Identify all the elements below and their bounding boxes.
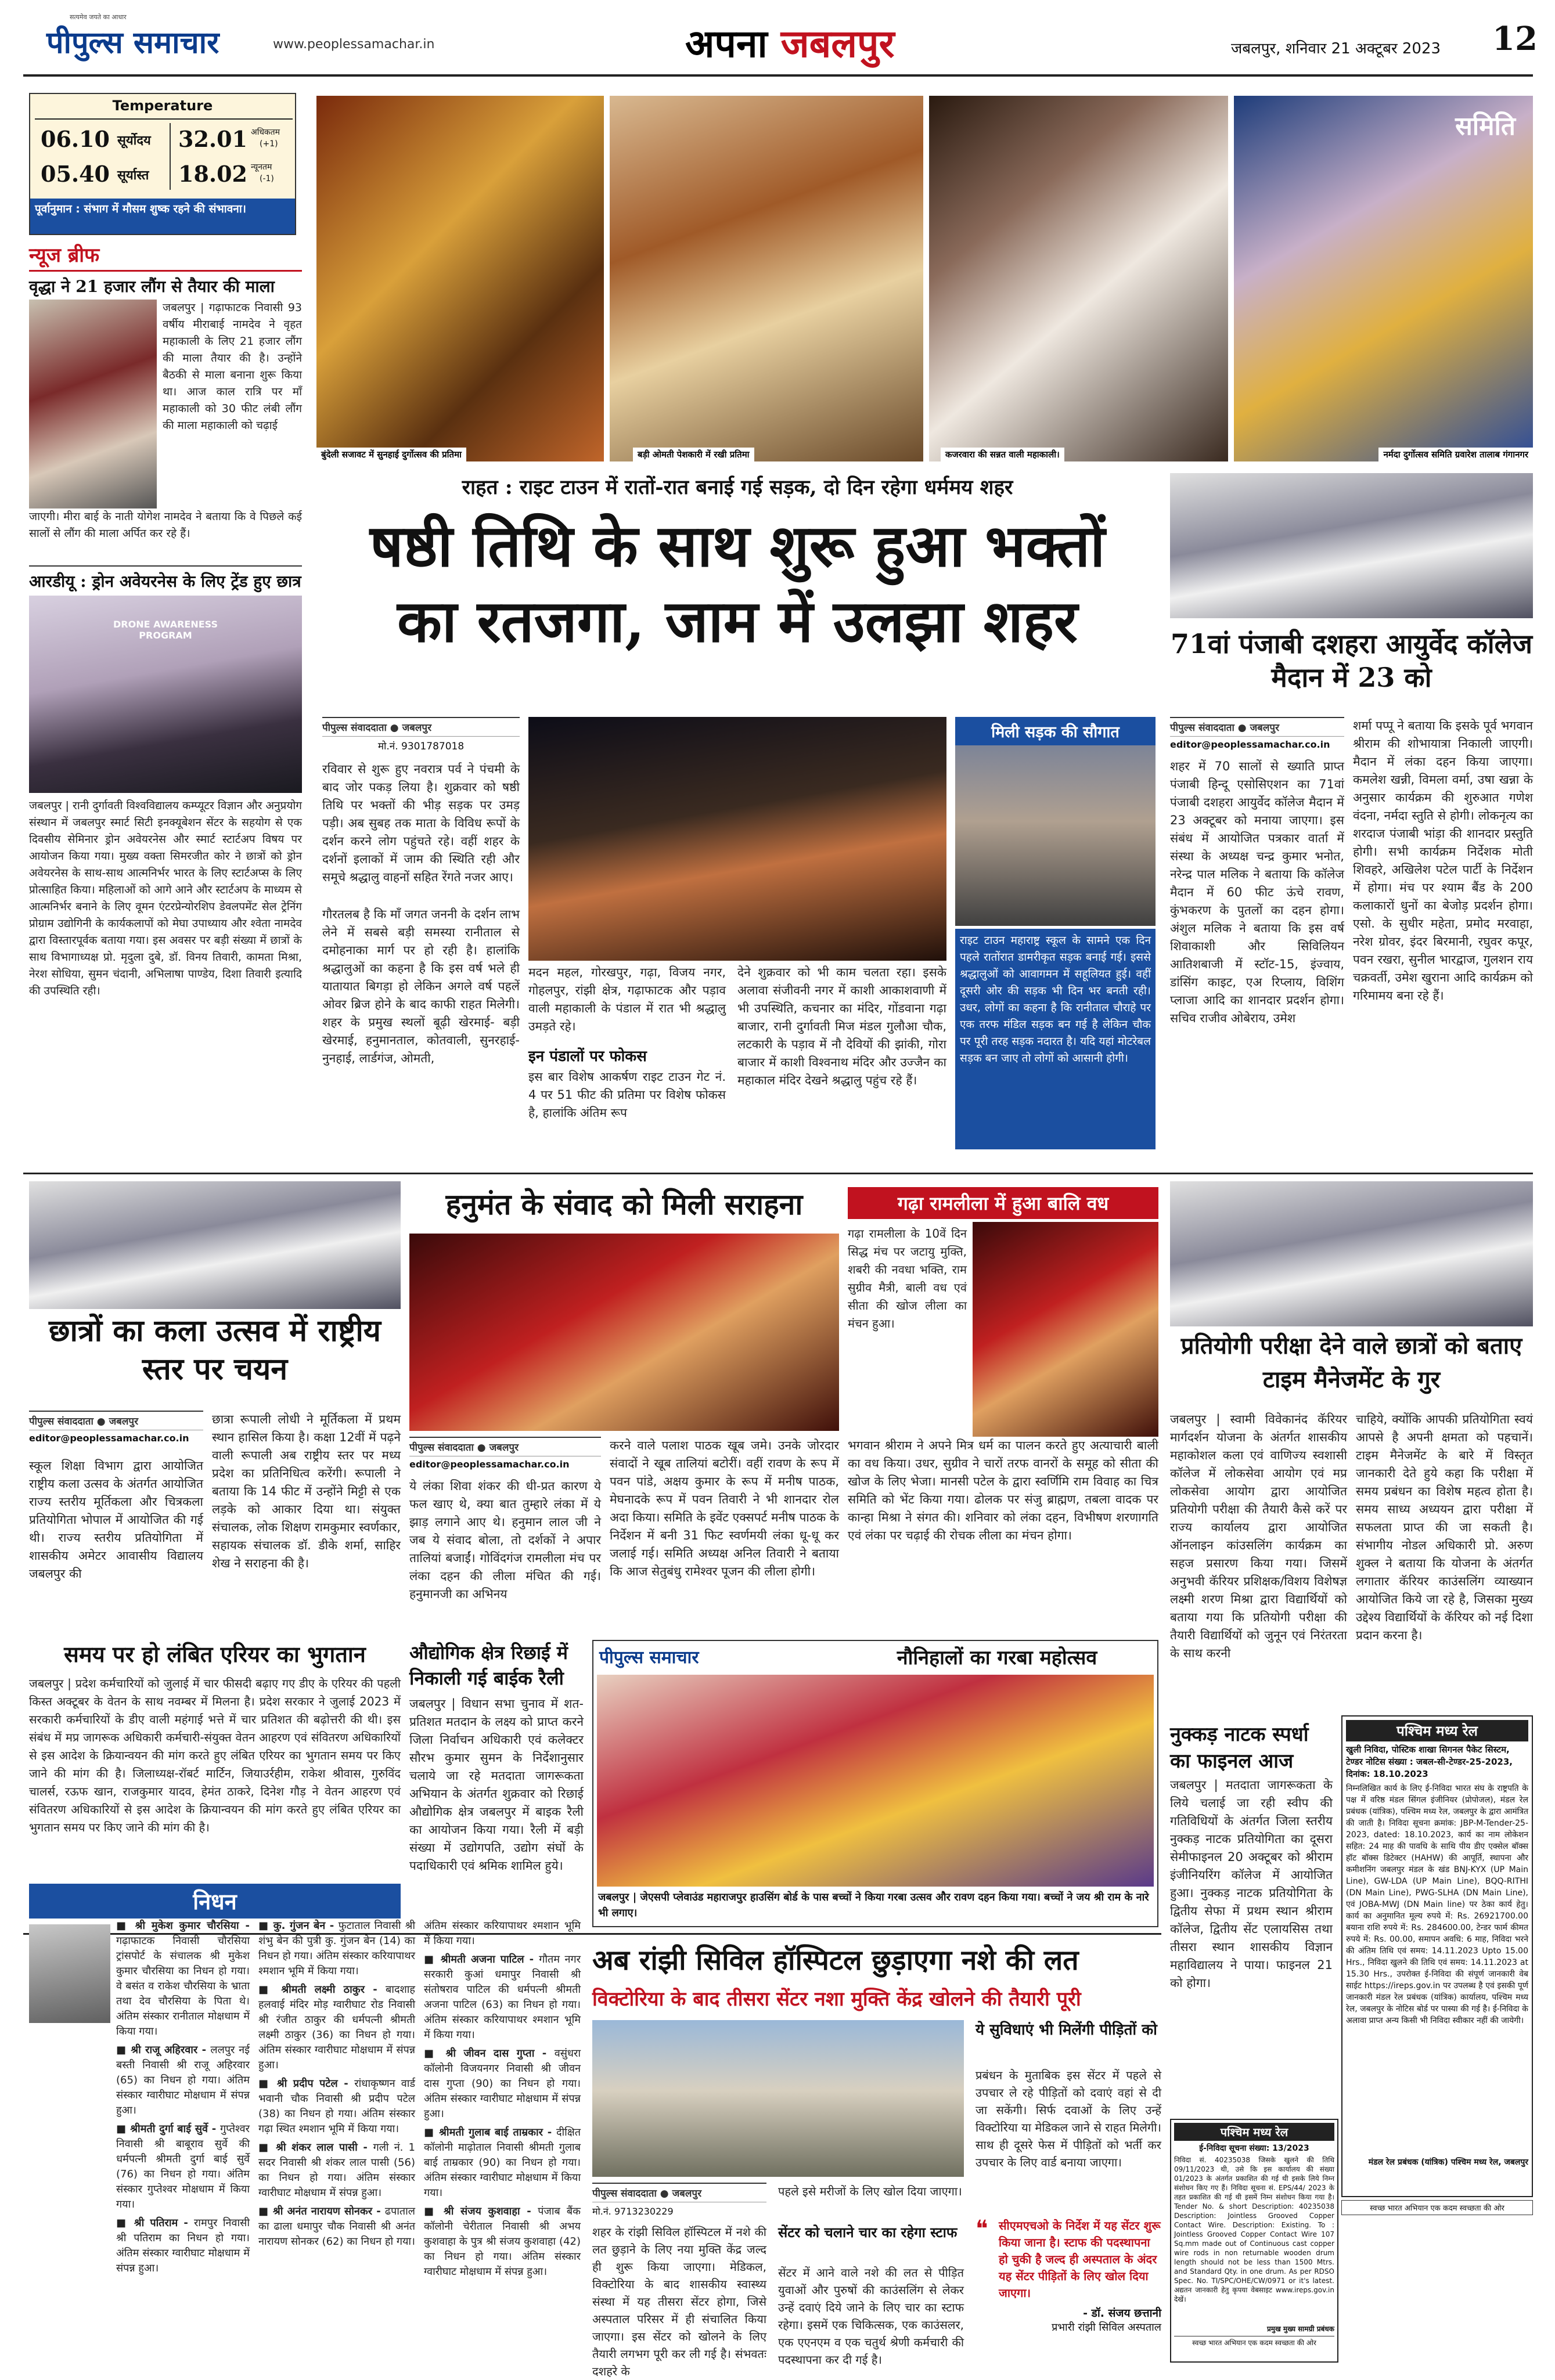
hanuman-byline: पीपुल्स संवाददाता ● जबलपुर bbox=[409, 1437, 601, 1456]
lead-headline-line2: का रतजगा, जाम में उलझा शहर bbox=[397, 587, 1078, 655]
nukkad-headline: नुक्कड़ नाटक स्पर्धा का फाइनल आज bbox=[1170, 1723, 1309, 1773]
website-url[interactable]: www.peoplessamachar.in bbox=[273, 37, 435, 52]
min-label: न्यूनतम bbox=[251, 163, 272, 172]
pariksha-headline: प्रतियोगी परीक्षा देने वाले छात्रों को बताए टाइम मैनेजमेंट के गुर bbox=[1180, 1332, 1522, 1393]
students-award-photo bbox=[29, 1181, 401, 1309]
max-delta: (+1) bbox=[260, 139, 278, 149]
obituary-name: ■ श्रीमती अजना पाटिल - bbox=[424, 1953, 539, 1966]
punjabi-association-photo bbox=[1170, 473, 1533, 618]
punjabi-col1: शहर में 70 सालों से ख्याति प्राप्त पंजाबी हिन्दू एसोसिएशन का 71वां पंजाबी दशहरा आयुर्वेद कॉलेज मैदान में 23 अक्टूबर को मनाया जाएगा। इस संबंध में आयोजित पत्रकार वार्ता में संस्था के अध्यक्ष चन्द्र कुमार भनोत, नरेन्द्र पाल मलिक ने बताया कि कॉलेज मैदान में 60 फीट ऊंचे रावण, कुंभकरण के पुतलों का दहन होगा। अंशुल मलिक ने बताया कि इस वर्ष शिवाकाशी और सिविलियन आतिशबाजी में स्टॉट-15, इंज्वाय, डांसिंग काइट, एअ रिप्लाय, विशिंग प्लाजा आदि का शानदार प्रदर्शन होगा। सचिव राजीव ओबेराय, उमेश bbox=[1170, 759, 1344, 1025]
rail2-title: पश्चिम मध्य रेल bbox=[1174, 2123, 1334, 2141]
obituary-item bbox=[116, 2216, 250, 2276]
sunrise-label: सूर्योदय bbox=[117, 134, 151, 148]
obituary-text: ढपाताल का ढाला धमापुर चौक निवासी श्री अनंत नारायण सोनकर (62) का निधन हो गया। bbox=[258, 2205, 415, 2248]
hanuman-stage-photo bbox=[409, 1234, 839, 1431]
rail-tender-1 bbox=[1341, 1715, 1533, 2197]
obituary-text: रामपुर निवासी श्री पतिराम का निधन हो गया। अंतिम संस्कार ग्वारीघाट मोक्षधाम में संपन्न हुआ। bbox=[116, 2217, 250, 2274]
garba-kids-photo bbox=[597, 1675, 1154, 1887]
min-delta: (-1) bbox=[260, 174, 274, 183]
obituary-name: ■ कु. गुंजन बेन - bbox=[258, 1920, 339, 1932]
hospital-col1: शहर के रांझी सिविल हॉस्पिटल में नशे की लत छुड़ाने के लिए नया मुक्ति केंद्र जल्द ही शुरू किया जाएगा। मेडिकल, विक्टोरिया के बाद शासकीय स्वास्थ्य संस्था में यह तीसरा सेंटर होगा, जिसे अस्पताल परिसर में ही संचालित किया जाएगा। इस सेंटर को खोलने के लिए तैयारी लगभग पूरी कर ली गई है। संभवतः दशहरे के bbox=[592, 2225, 766, 2378]
section-prefix: अपना bbox=[685, 21, 768, 66]
photo-caption-1: बुंदेली सजावट में सुनहाई दुर्गोत्सव की प्रतिमा bbox=[316, 448, 466, 461]
drone-seminar-photo bbox=[29, 596, 302, 793]
lead-mobile: मो.नं. 9301787018 bbox=[377, 741, 465, 752]
logo-tagline: सत्यमेव जयते का आधार bbox=[70, 13, 127, 21]
news-brief-body-2: जबलपुर | रानी दुर्गावती विश्वविद्यालय कम्प्यूटर विज्ञान और अनुप्रयोग संस्थान में जबलपुर स्मार्ट सिटी इनक्यूबेशन सेंटर के सहयोग से एक दिवसीय सेमिनार ड्रोन अवेयरनेस और स्मार्ट स्टार्टअप विषय पर आयोजन किया गया। मुख्य वक्ता सिमरजीत कोर ने छात्रों को ड्रोन अवेयरनेस के साथ-साथ आत्मनिर्भर भारत के लिए स्टार्टअप्स के लिए प्रोत्साहित किया। महिलाओं को आगे आने और स्टार्टअप के माध्यम से आत्मनिर्भर बनाने के लिए वूमन एंटरप्रेन्योरशिप डेवलपमेंट सेल ट्रेनिंग प्रोग्राम उद्योगिनी के कार्यकलापों को मेघा उपाध्याय और श्वेता नामदेव द्वारा विस्तारपूर्वक बताया गया। इस अवसर पर बड़ी संख्या में छात्रों के साथ विभागाध्यक्ष प्रो. मृदुला दुबे, डॉ. विनय तिवारी, कामता मिश्रा, नेरश सोधिया, सुमन चंदानी, अभिलाषा पाण्डेय, दिशा तिवारी इत्यादि की उपस्थिति रही। bbox=[29, 799, 302, 997]
durga-idol-photo-4 bbox=[1234, 96, 1533, 461]
hospital-col2b: सेंटर में आने वाले नशे की लत से पीड़ित युवाओं और पुरुषों की काउंसलिंग से लेकर उन्हें दवाएं दिये जाने के लिए चार का स्टाफ रहेगा। इसमें एक चिकित्सक, एक काउंसलर, एक एएनएम व एक चतुर्थ श्रेणी कर्मचारी की पदस्थापना कर दी गई है। bbox=[778, 2266, 964, 2367]
bali-intro: गढ़ा रामलीला के 10वें दिन सिद्ध मंच पर जटायु मुक्ति, शबरी की नवधा भक्ति, राम सुग्रीव मैत्री, बाली वध एवं सीता की खोज लीला का मंचन हुआ। bbox=[848, 1227, 967, 1330]
news-brief-headline-2: आरडीयू : ड्रोन अवेयरनेस के लिए ट्रेंड हुए छात्र bbox=[29, 572, 301, 591]
lead-col3: देने शुक्रवार को भी काम चलता रहा। इसके अलावा संजीवनी नगर में काशी आकाशवाणी में भी उपस्थिति, कचनार का मंदिर, गोंडवाना गढ़ा बाजार, रानी दुर्गावती मिज मंडल गुलौआ चौक, लटकारी के पड़ाव में नौ देवियों की झांकी, गोरा बाजार में काशी विश्वनाथ मंदिर और उज्जैन का महाकाल मंदिर देखने श्रद्धालु पहुंच रहे हैं। bbox=[737, 965, 946, 1087]
obituary-item bbox=[258, 2140, 415, 2201]
rail2-swachh: स्वच्छ भारत अभियान एक कदम स्वच्छता की ओर bbox=[1174, 2336, 1334, 2347]
bali-body: भगवान श्रीराम ने अपने मित्र धर्म का पालन करते हुए अत्याचारी बाली का वध किया। उधर, सुग्रीव ने चारों तरफ वानरों के समूह को सीता की खोज के लिए भेजा। मानसी पटेल के द्वारा स्वर्णिमि राम विवाह का चित्र समिति को भेंट किया गया। ढोलक पर संजु ब्राह्मण, तबला वादक पर कान्हा मिश्रा ने संगत की। शनिवार को लंका दहन, विभीषण शरणागति एवं लंका पर चढ़ाई की रोचक लीला का मंचन होगा। bbox=[848, 1438, 1158, 1542]
nukkad-body: जबलपुर | मतदाता जागरूकता के लिये चलाई जा रही स्वीप की गतिविधियों के अंतर्गत जिला स्तरीय नुक्कड़ नाटक प्रतियोगिता का दूसरा सेमीफाइनल 20 अक्टूबर को श्रीराम इंजीनियरिंग कॉलेज में आयोजित हुआ। नुक्कड़ नाटक प्रतियोगिता के द्वितीय सेफा में प्रथम स्थान श्रीराम कॉलेज, द्वितीय सेंट एलायसिस तथा तीसरा स्थान शासकीय विज्ञान महाविद्यालय ने पाया। फाइनल 21 को होगा। bbox=[1170, 1778, 1333, 1990]
garba-box bbox=[592, 1640, 1158, 1927]
obituary-text: रांधाकृष्णन वार्ड भवानी चौक निवासी श्री प्रदीप पटेल (38) का निधन हो गया। अंतिम संस्कार गढ़ा स्थित श्मशान भूमि में किया गया। bbox=[258, 2078, 415, 2135]
bali-label: गढ़ा रामलीला में हुआ बालि वध bbox=[848, 1187, 1158, 1219]
kala-col2: छात्रा रूपाली लोधी ने मूर्तिकला में प्रथम स्थान हासिल किया है। कक्षा 12वीं में पढ़ने वाली रूपाली अब राष्ट्रीय स्तर पर मध्य प्रदेश का प्रतिनिधित्व करेंगी। रूपाली ने बताया कि 14 फीट में उन्होंने मिट्टी से एक लड़के को आकार दिया था। संयुक्त संचालक, लोक शिक्षण रामकुमार स्वर्णकार, सहायक संचालक डॉ. डीके शर्मा, साहिर शेख ने सराहना की है। bbox=[212, 1412, 401, 1570]
min-temp: 18.02 bbox=[178, 161, 247, 187]
lead-byline: पीपुल्स संवाददाता ● जबलपुर bbox=[322, 717, 520, 737]
punjabi-email[interactable]: editor@peoplessamachar.co.in bbox=[1170, 739, 1330, 750]
obituary-item bbox=[258, 2204, 415, 2249]
hospital-quote-role: प्रभारी रांझी सिविल अस्पताल bbox=[1052, 2321, 1161, 2334]
arrears-headline: समय पर हो लंबित एरियर का भुगतान bbox=[64, 1641, 366, 1667]
sunset-time: 05.40 bbox=[41, 161, 110, 187]
hanuman-col2: करने वाले पलाश पाठक खूब जमे। उनके जोरदार संवादों ने खूब तालियां बटोरीं। वहीं रावण के रूप में पवन पांडे, अक्षय कुमार के रूप में मनीष पाठक, मेघनादके रूप में पवन तिवारी ने भी शानदार रोल अदा किया। समिति के इवेंट एक्सपर्ट मनीष पाठक के निर्देशन में बनी 31 फिट स्वर्णमयी लंका धू-धू कर जलाई गई। समिति अध्यक्ष अनिल तिवारी ने बताया कि आज सेतुबंधु रामेश्वर पूजन की लीला होगी। bbox=[610, 1438, 839, 1578]
obituary-text: ललपुर नई बस्ती निवासी श्री राजू अहिरवार (65) का निधन हो गया। अंतिम संस्कार ग्वारीघाट मोक्षधाम में संपन्न हुआ। bbox=[116, 2044, 250, 2116]
pariksha-col2: चाहिये, क्योंकि आपकी प्रतियोगिता स्वयं आपसे है अपनी क्षमता को पहचानें। टाइम मैनेजमेंट के बारे में विस्तृत जानकारी देते हुये कहा कि परीक्षा में समय प्रबंधन का विशेष महत्व होता है। समय साध्य अध्ययन द्वारा परीक्षा में सफलता प्राप्त की जा सकती है। संभागीय नोडल अधिकारी प्रो. अरुण शुक्ल ने बताया कि योजना के अंतर्गत लगातार कॅरियर काउंसलिंग व्याख्यान आयोजित किये जा रहे है, जिसका मुख्य उद्देश्य विद्यार्थियों के कॅरियर को नई दिशा प्रदान करना है। bbox=[1356, 1412, 1533, 1642]
durga-idol-photo-1 bbox=[316, 96, 604, 461]
news-brief bbox=[29, 241, 302, 1187]
obituary-portrait bbox=[29, 1924, 110, 2023]
obituary-name: ■ श्री पतिराम - bbox=[116, 2217, 194, 2229]
lead-col2: मदन महल, गोरखपुर, गढ़ा, विजय नगर, गोहलपुर, रांझी क्षेत्र, गढ़ाफाटक और पड़ाव वाली महाकाली के पंडाल में रात भी श्रद्धालु उमड़ते रहे। bbox=[528, 965, 726, 1033]
lead-col1b: गौरतलब है कि माँ जगत जननी के दर्शन लाभ लेने में सबसे बड़ी समस्या रानीताल से दमोहनाका मार्ग पर हो रही है। हालांकि श्रद्धालुओं का कहना है कि इस वर्ष भले ही यातायात बिगड़ा हो लेकिन अगले वर्ष पहलें ओवर ब्रिज होने के बाद काफी राहत मिलेगी। शहर के प्रमुख स्थलों बूढ़ी खेरमाई- बड़ी खेरमाई, हनुमानताल, कोतवाली, सुनरहाई-नुनहाई, लार्डगंज, ओमती, bbox=[322, 907, 520, 1065]
bali-vadh-photo bbox=[973, 1222, 1158, 1437]
section-title bbox=[685, 16, 895, 68]
crowd-night-photo bbox=[528, 717, 946, 961]
nidhan-title: निधन bbox=[29, 1884, 401, 1919]
hospital-quote bbox=[976, 2217, 1161, 2368]
obituary-name: ■ श्री राजू अहिरवार - bbox=[116, 2044, 211, 2056]
hospital-subhead: विक्टोरिया के बाद तीसरा सेंटर नशा मुक्ति केंद्र खोलने की तैयारी पूरी bbox=[592, 1988, 1081, 2011]
obituary-name: ■ श्री प्रदीप पटेल - bbox=[258, 2078, 355, 2090]
nidhan-col2 bbox=[258, 1919, 415, 2360]
obituary-text: दीक्षित कॉलोनी माढ़ोताल निवासी श्रीमती गुलाब बाई ताम्रकार (90) का निधन हो गया। अंतिम संस्कार ग्वारीघाट मोक्षधाम में किया गया। bbox=[424, 2126, 581, 2199]
photo-caption-4: नर्मदा दुर्गोत्सव समिति ग्रवारेश तालाब गंगानगर bbox=[1378, 448, 1533, 461]
punjabi-byline: पीपुल्स संवाददाता ● जबलपुर bbox=[1170, 717, 1344, 737]
hanuman-headline: हनुमंत के संवाद को मिली सराहना bbox=[445, 1187, 803, 1221]
rail1-body: निम्नलिखित कार्य के लिए ई-निविदा भारत संघ के राष्ट्रपति के पक्ष में वरिष्ठ मंडल सिंगल इंजीनियर (प्रोपोजल), मंडल रेल प्रबंधक (यांत्रिक), पश्चिम मध्य रेल, जबलपुर के द्वारा आमंत्रित की जाती है। निविदा सूचना क्रमांक: JBP-M-Tender-25-2023, dated: 18.10.2023, कार्य का नाम लोकेशन सहित: 24 माह की पावधि के साथि पीय डीए एक्सेल बॉक्स हॉट बॉक्स डिटेक्टर (HAHW) की आपूर्ति, स्थापना और कमीशनिंग जबलपुर मंडल के खंड BNJ-KYX (UP Main Line), GW-LDA (UP Main Line), BQQ-RITHI (DN Main Line), PWG-SLHA (DN Main Line), एवं JOBA-MWJ (DN Main line) पर ठेका कार्य हेतु। कार्य का अनुमानित मूल्य रुपये में: Rs. 26921700.00 बयाना राशि रुपये में: Rs. 284600.00, टेन्डर फार्म कीमत रुपये में: Rs. 00.00, समापन अवधि: 6 माह, निविदा भरने की अंतिम तिथि एवं समय: 14.11.2023 Upto 15.00 Hrs., निविदा खुलने की तिथि एवं समय: 14.11.2023 at 15.30 Hrs., उपरोक्त ई-निविदा की संपूर्ण जानकारी वेब साईट https://ireps.gov.in पर उपलब्ध है एवं इसकी पूर्ण जानकारी मंडल रेल प्रबंधक (यांत्रिक) कार्यालय, पश्चिम मध्य रेल, जबलपुर के नोटिस बोर्ड पर पास्या की गई है। ई-निविदा के अलावा प्राप्त अन्य किसी भी निविदा स्वीकार नहीं की जायेगी। bbox=[1346, 1784, 1528, 2025]
garba-caption: जबलपुर | जेएसपी प्लेवाउंड महाराजपुर हाउसिंग बोर्ड के पास बच्चों ने किया गरबा उत्सव और रावण दहन किया गया। बच्चों ने जय श्री राम के नारे भी लगाए। bbox=[598, 1891, 1149, 1919]
exam-seminar-photo bbox=[1170, 1181, 1533, 1326]
obituary-name: ■ श्री मुकेश कुमार चौरसिया - bbox=[116, 1920, 250, 1932]
new-road-photo bbox=[955, 717, 1156, 926]
rail1-title: पश्चिम मध्य रेल bbox=[1346, 1720, 1528, 1741]
page-number: 12 bbox=[1492, 20, 1538, 58]
drone-banner-text: DRONE AWARENESS PROGRAM bbox=[113, 619, 218, 641]
hospital-col3: प्रबंधन के मुताबिक इस सेंटर में पहले से उपचार ले रहे पीड़ितों को दवाएं वहां से दी जा सकेंगी। सिर्फ दवाओं के लिए उन्हें विक्टोरिया या मेडिकल जाने से राहत मिलेगी। साथ ही दूसरे फेस में पीड़ितों को भर्ती कर उपचार के लिए वार्ड बनाया जाएगा। bbox=[976, 2068, 1161, 2169]
pariksha-col1: जबलपुर | स्वामी विवेकानंद कॅरियर मार्गदर्शन योजना के अंतर्गत शासकीय महाकोशल कला एवं वाणिज्य स्वशासी कॉलेज में लोकसेवा आयोग एवं मप्र लोकसेवा आयोग द्वारा आयोजित प्रतियोगी परीक्षा की तैयारी कैसे करें पर राज्य कार्यालय द्वारा आयोजित ऑनलाइन कांउसलिंग कार्यक्रम का सहज प्रसारण किया गया। जिसमें अनुभवी कॅरियर प्रशिक्षक/विशय विशेषज्ञ लक्ष्मी शरण मिश्रा द्वारा विद्यार्थियों को बताया गया कि प्रतियोगी परीक्षा की तैयारी विद्यार्थियों को जुनून एवं निरंतरता के साथ करनी bbox=[1170, 1412, 1347, 1660]
obituary-item bbox=[258, 1919, 415, 1979]
obituary-text: गौतम नगर सरकारी कुआं धमापुर निवासी श्री संतोषराव पाटिल की धर्मपत्नी श्रीमती अजना पाटिल (63) का निधन हो गया। अंतिम संस्कार करियापाथर श्मशान भूमि में किया गया। bbox=[424, 1953, 581, 2041]
obituary-text: गढ़ाफाटक निवासी चौरसिया ट्रांसपोर्ट के संचालक श्री मुकेश कुमार चौरसिया का निधन हो गया। वे बसंत व राकेश चौरसिया के भ्राता तथा देव चौरसिया के पिता थे। अंतिम संस्कार रानीताल मोक्षधाम में किया गया। bbox=[116, 1935, 250, 2038]
newspaper-logo: पीपुल्स समाचार bbox=[46, 25, 219, 60]
news-brief-headline-1: वृद्धा ने 21 हजार लौंग से तैयार की माला bbox=[29, 277, 275, 296]
mahakali-photo bbox=[929, 96, 1228, 461]
hospital-col2: पहले इसे मरीजों के लिए खोल दिया जाएगा। bbox=[778, 2184, 962, 2198]
ranjhi-hospital-photo bbox=[592, 2020, 964, 2177]
lead-col2-subhead: इन पंडालों पर फोकस bbox=[528, 1048, 647, 1065]
dateline: जबलपुर, शनिवार 21 अक्टूबर 2023 bbox=[1231, 40, 1441, 57]
hanuman-col1: ये लंका शिवा शंकर की धी-प्रत कारण ये फल खाए थे, क्या बात तुम्हारे लंका में ये झाड़ लगाने आए थे। हनुमान लाल जी ने जब ये संवाद बोला, तो दर्शकों ने अपार तालियां बजाईं। गोविंदगंज रामलीला मंच पर लंका दहन की लीला मंचित की गई। हनुमानजी का अभिनय bbox=[409, 1479, 601, 1601]
weather-forecast: पूर्वानुमान : संभाग में मौसम शुष्क रहने की संभावना। bbox=[30, 199, 295, 234]
garba-label: नौनिहालों का गरबा महोत्सव bbox=[843, 1643, 1151, 1670]
obituary-name: ■ श्रीमती दुर्गा बाई सुर्वे - bbox=[116, 2123, 221, 2135]
max-temp: 32.01 bbox=[178, 126, 247, 152]
rail-tender-2 bbox=[1170, 2119, 1338, 2363]
hospital-quote-author: - डॉ. संजय छत्तानी bbox=[1083, 2307, 1161, 2320]
weather-box bbox=[29, 93, 296, 235]
photo-overlay-text: समिति bbox=[1455, 111, 1516, 141]
quote-icon: ❝ bbox=[976, 2216, 988, 2242]
lead-col1: रविवार से शुरू हुए नवरात्र पर्व ने पंचमी के बाद जोर पकड़ लिया है। शुक्रवार को षष्ठी तिथि पर भक्तों की भीड़ सड़क पर उमड़ पड़ी। अब सुबह तक माता के विविध रूपों के दर्शन करने लोग पहुंचते रहे। वहीं शहर के दर्शनों इलाकों में जाम की स्थिति रही और समूचे श्रद्धालु वाहनों सहित रेंगते नजर आए। bbox=[322, 762, 520, 884]
hospital-quote-text: सीएमएचओ के निर्देश में यह सेंटर शुरू किया जाना है। स्टाफ की पदस्थापना हो चुकी है जल्द ही अस्पताल के अंदर यह सेंटर पीड़ितों के लिए खोल दिया जाएगा। bbox=[999, 2219, 1161, 2300]
obituary-text: गुप्तेश्वर निवासी श्री बाबूराव सुर्वे की धर्मपत्नी श्रीमती दुर्गा बाई सुर्वे (76) का निधन हो गया। अंतिम संस्कार गुप्तेश्वर मोक्षधाम में किया गया। bbox=[116, 2123, 250, 2210]
meerabai-photo bbox=[29, 300, 157, 509]
photo-caption-2: बड़ी ओमती पेशकारी में रखी प्रतिमा bbox=[633, 448, 754, 461]
hanuman-email[interactable]: editor@peoplessamachar.co.in bbox=[409, 1459, 570, 1470]
rail1-sub: खुली निविदा, पोस्टिक शाखा सिगनल पैकेट सिस्टम, टेण्डर नोटिस संख्या : जबल-सी-टेण्डर-25-2023, दिनांक: 18.10.2023 bbox=[1346, 1744, 1513, 1779]
obituary-item bbox=[258, 1982, 415, 2073]
road-caption: राइट टाउन महाराष्ट्र स्कूल के सामने एक दिन पहले रातोंरात डामरीकृत सड़क बनाई गई। इससे श्रद्धालुओं को आवागमन में सहूलियत हुई। वहीं दूसरी ओर की सड़क भी दिन भर बनती रही। उधर, लोगों का कहना है कि रानीताल चौराहे पर एक तरफ मंडिल सड़क बन गई है लेकिन चौक पर पूरी तरह सड़क नदारत है। यदि यहां मोटरेबल सड़क बन जाए तो लोगों को आसानी होगी। bbox=[955, 929, 1156, 1149]
nidhan-col1 bbox=[116, 1919, 250, 2360]
rail2-sign: प्रमुख मुख्य सामग्री प्रबंधक bbox=[1266, 2325, 1334, 2333]
obituary-name: ■ श्री शंकर लाल पासी - bbox=[258, 2141, 373, 2154]
obituary-name: ■ श्री जीवन दास गुप्ता - bbox=[424, 2047, 555, 2060]
obituary-item bbox=[424, 2046, 581, 2122]
obituary-text: बादशाह हलवाई मंदिर मोड़ ग्वारीघाट रोड निवासी श्री रंजीत ठाकुर की धर्मपत्नी श्रीमती लक्ष्मी ठाकुर (36) का निधन हो गया। अंतिम संस्कार ग्वारीघाट मोक्षधाम में संपन्न हुआ। bbox=[258, 1984, 415, 2071]
arrears-body: जबलपुर | प्रदेश कर्मचारियों को जुलाई में चार फीसदी बढ़ाए गए डीए के एरियर की पहली किस्त अक्टूबर के वेतन के साथ नवम्बर में मिलना है। प्रदेश सरकार ने जुलाई 2023 में सरकारी कर्मचारियों के डीए वाली महंगाई भत्ते में चार प्रतिशत की बढ़ोत्तरी की थी। इस संबंध में मप्र जागरूक अधिकारी कर्मचारी-संयुक्त वेतन आहरण एवं संवितरण अधिकारियों से इस आदेश के क्रियान्वयन की मांग करते हुए लंबित एरियर का भुगतान समय पर किए जाने की मांग की है। जिलाध्यक्ष-रॉबर्ट मार्टिन, जियाउर्रहीम, राकेश श्रीवास, गुरुविंद चालर्स, रऊफ खान, राजकुमार यादव, हेमंत ठाकरे, दिनेश गौड़ ने वेतन आहरण एवं संवितरण अधिकारियों से इस आदेश के क्रियान्वयन की मांग करते हुए लंबित एरियर का भुगतान समय पर किए जाने की मांग की है। bbox=[29, 1676, 401, 1834]
punjabi-col2: शर्मा पप्पू ने बताया कि इसके पूर्व भगवान श्रीराम की शोभायात्रा निकाली जाएगी। मैदान में लंका दहन किया जाएगा। कमलेश खन्नी, विमला वर्मा, उषा खन्ना के अनुसार कार्यक्रम की शुरुआत गणेश वंदना, नर्मदा स्तुति से होगी। लोकनृत्य का शरदाज पंजाबी भांड़ा की शानदार प्रस्तुति होगी। सभी कार्यक्रम निर्देशक मोती शिवहरे, अखिलेश पटेल पार्टी के निर्देशन में होगा। मंच पर श्याम बैंड के 200 कलाकारों धुनों का बेजोड़ प्रदर्शन होगा। एसो. के सुधीर महेता, प्रमोद मरवाहा, नरेश ग्रोवर, इंदर बिरमानी, रघुवर कपूर, पवन रखरा, सुनील भारद्वाज, गुलशन राय चक्रवर्ती, उमेश खुराना आदि कार्यक्रम को गरिमामय बना रहे हैं। bbox=[1353, 719, 1533, 1003]
obituary-item bbox=[116, 1919, 250, 2039]
bike-headline: औद्योगिक क्षेत्र रिछाई में निकाली गई बाईक रैली bbox=[409, 1642, 568, 1689]
obituary-name: ■ श्रीमती गुलाब बाई ताम्रकार - bbox=[424, 2126, 556, 2139]
obituary-name: ■ श्री अनंत नारायण सोनकर - bbox=[258, 2205, 385, 2217]
sunset-label: सूर्यास्त bbox=[117, 168, 149, 183]
road-label: मिली सड़क की सौगात bbox=[955, 717, 1156, 745]
section-city: जबलपुर bbox=[780, 21, 895, 66]
weather-title: Temperature bbox=[112, 98, 213, 114]
news-brief-label: न्यूज ब्रीफ bbox=[29, 241, 302, 272]
durga-idol-photo-2 bbox=[610, 96, 923, 461]
kala-col1: स्कूल शिक्षा विभाग द्वारा आयोजित राष्ट्रीय कला उत्सव के अंतर्गत आयोजित राज्य स्तरीय मूर्तिकला और चित्रकला प्रतियोगिता भोपाल में आयोजित की गई थी। राज्य स्तरीय प्रतियोगिता में शासकीय अमेटर आवासीय विद्यालय जबलपुर की bbox=[29, 1459, 203, 1581]
obituary-name: ■ श्रीमती लक्ष्मी ठाकुर - bbox=[258, 1984, 386, 1996]
news-brief-body-1b: जाएगी। मीरा बाई के नाती योगेश नामदेव ने बताया कि वे पिछले कई सालों से लौंग की माला अर्पित कर रहे हैं। bbox=[29, 510, 302, 540]
hospital-headline: अब रांझी सिविल हॉस्पिटल छुड़ाएगा नशे की लत bbox=[592, 1944, 1079, 1977]
obituary-item bbox=[424, 2125, 581, 2201]
kala-byline: पीपुल्स संवाददाता ● जबलपुर bbox=[29, 1411, 203, 1430]
kala-email[interactable]: editor@peoplessamachar.co.in bbox=[29, 1433, 189, 1444]
bike-body: जबलपुर | विधान सभा चुनाव में शत-प्रतिशत मतदान के लक्ष्य को प्राप्त करने जिला निर्वाचन अधिकारी एवं कलेक्टर सौरभ कुमार सुमन के निर्देशानुसार चलाये जा रहे मतदाता जागरूकता अभियान के अंतर्गत शुक्रवार को रिछाई औद्योगिक क्षेत्र जबलपुर में बाइक रैली का आयोजन किया गया। रैली में बड़ी संख्या में उद्योगपति, उद्योग संघों के पदाधिकारी एवं श्रमिक शामिल हुये। bbox=[409, 1697, 584, 1873]
sunrise-time: 06.10 bbox=[41, 126, 110, 152]
hospital-col2-subhead: सेंटर को चलाने चार का रहेगा स्टाफ bbox=[778, 2224, 958, 2241]
max-label: अधिकतम bbox=[251, 128, 280, 137]
rail2-body: निविदा सं. 40235038 जिसके खुलने की तिथि 09/11/2023 थी, उसे कि इस कार्यालय की संख्या 01/2023 के अंतर्गत प्रकाशित की गई थी इसके लिये निम्न संशोधन किए गए हैं। निविदा सूचना सं. EPS/44/ 2023 के तहत प्रकाशित की गई थी इसमें निम्न संशोधन किया गया है। Tender No. & short Description: 40235038 Description: Jointless Grooved Copper Contact Wire. Description: Existing. To : Jointless Grooved Copper Contact Wire 107 Sq.mm made out of Continuous cast copper wire rods in non returnable wooden drum length should not be less than 1500 Mtrs. and Standard Qty. in one drum. As per RDSO Spec. No. TI/SPC/OHE/CW/0971 or it's latest. अद्यतन जानकारी हेतु कृपया वेबसाइट www.ireps.gov.in देखें। bbox=[1174, 2156, 1334, 2303]
rail1-swachh: स्वच्छ भारत अभियान एक कदम स्वच्छता की ओर bbox=[1341, 2200, 1533, 2215]
obituary-item bbox=[258, 2076, 415, 2137]
obituary-item bbox=[424, 2204, 581, 2280]
obituary-text: गली नं. 1 सदर निवासी श्री शंकर लाल पासी (56) का निधन हो गया। अंतिम संस्कार ग्वारीघाट मोक्षधाम में संपन्न हुआ। bbox=[258, 2141, 415, 2199]
obituary-item bbox=[116, 2122, 250, 2212]
obituary-text: अंतिम संस्कार करियापाथर श्मशान भूमि में किया गया। bbox=[424, 1920, 581, 1947]
hospital-byline: पीपुल्स संवाददाता ● जबलपुर bbox=[592, 2183, 766, 2202]
hospital-col3-subhead: ये सुविधाएं भी मिलेंगी पीड़ितों को bbox=[976, 2021, 1157, 2039]
masthead bbox=[23, 13, 1538, 77]
obituary-item bbox=[424, 1919, 581, 1949]
lead-headline-line1: षष्ठी तिथि के साथ शुरू हुआ भक्तों bbox=[369, 511, 1106, 580]
lead-col2b: इस बार विशेष आकर्षण राइट टाउन गेट नं. 4 पर 51 फीट की प्रतिमा पर विशेष फोकस है, हालांकि अंतिम रूप bbox=[528, 1070, 726, 1120]
obituary-item bbox=[424, 1952, 581, 2043]
photo-caption-3: कजरवारा की सन्नत वाली महाकाली। bbox=[941, 448, 1064, 461]
lead-kicker: राहत : राइट टाउन में रातों-रात बनाई गई सड़क, दो दिन रहेगा धर्ममय शहर bbox=[462, 475, 1013, 499]
rail2-sub: ई-निविदा सूचना संख्या: 13/2023 bbox=[1199, 2144, 1309, 2153]
kala-headline: छात्रों का कला उत्सव में राष्ट्रीय स्तर पर चयन bbox=[49, 1313, 381, 1387]
punjabi-headline: 71वां पंजाबी दशहरा आयुर्वेद कॉलेज मैदान में 23 को bbox=[1170, 628, 1533, 693]
obituary-text: वसुंधरा कॉलोनी विजयनगर निवासी श्री जीवन दास गुप्ता (90) का निधन हो गया। अंतिम संस्कार ग्वारीघाट मोक्षधाम में संपन्न हुआ। bbox=[424, 2047, 581, 2120]
nidhan-col3 bbox=[424, 1919, 581, 2360]
obituary-text: फुटाताल निवासी श्री शंभु बेन की पुत्री कु. गुंजन बेन (14) का निधन हो गया। अंतिम संस्कार करियापाथर श्मशान भूमि में किया गया। bbox=[258, 1920, 415, 1977]
garba-paper-logo: पीपुल्स समाचार bbox=[599, 1647, 699, 1668]
obituary-item bbox=[116, 2043, 250, 2118]
nidhan-section bbox=[29, 1919, 581, 2360]
obituary-text: पंजाब बैंक कॉलोनी चेरीताल निवासी श्री अभय कुशवाहा के पुत्र श्री संजय कुशवाहा (42) का निधन हो गया। अंतिम संस्कार ग्वारीघाट मोक्षधाम में संपन्न हुआ। bbox=[424, 2205, 581, 2278]
rail1-sign: मंडल रेल प्रबंधक (यांत्रिक) पश्चिम मध्य रेल, जबलपुर bbox=[1368, 2158, 1528, 2167]
news-brief-body-1a: जबलपुर | गढ़ाफाटक निवासी 93 वर्षीय मीराबाई नामदेव ने वृहत महाकाली के लिए 21 हजार लौंग की माला तैयार की है। उन्होंने बैठकी से माला बनाना शुरू किया था। आज काल रात्रि पर माँ महाकाली को 30 फीट लंबी लौंग की माला महाकाली को चढ़ाई bbox=[163, 301, 302, 432]
obituary-name: ■ श्री संजय कुशवाहा - bbox=[424, 2205, 538, 2217]
hospital-mobile: मो.नं. 9713230229 bbox=[592, 2206, 674, 2217]
